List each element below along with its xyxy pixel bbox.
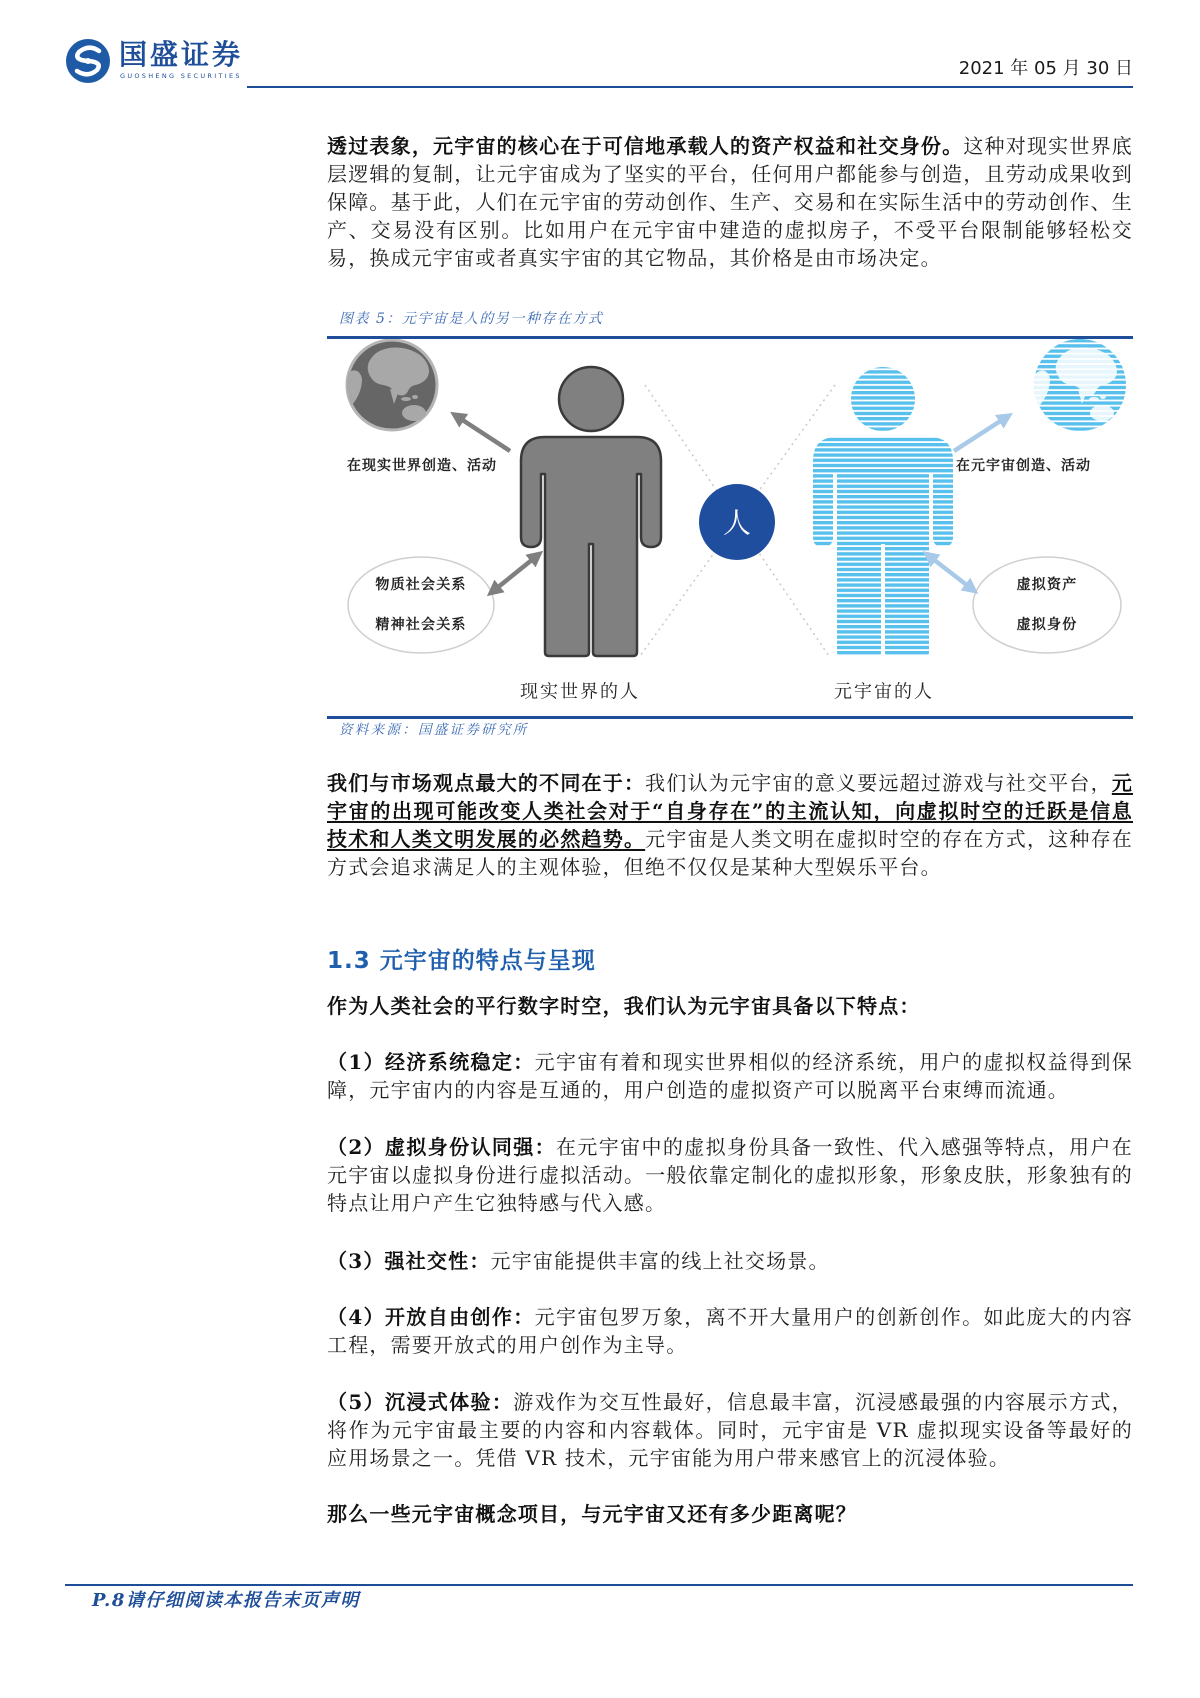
- features-intro: [327, 992, 1133, 1020]
- figure-diagram: [327, 339, 1133, 716]
- feature-title: （3）强社交性：: [327, 1249, 491, 1273]
- relation-virtual-identity: 虚拟身份: [1016, 617, 1078, 633]
- label-real-person: 现实世界的人: [520, 681, 640, 703]
- label-metaverse-action: 在元宇宙创造、活动: [956, 458, 1091, 474]
- main-content: [327, 132, 1133, 1528]
- feature-title: （2）虚拟身份认同强：: [327, 1135, 557, 1159]
- relations-real-bubble: [348, 557, 494, 653]
- brand-name: 国盛证券: [119, 38, 244, 71]
- relation-virtual-asset: 虚拟资产: [1016, 577, 1078, 593]
- relation-material: 物质社会关系: [375, 577, 467, 593]
- double-arrow-real: [497, 559, 533, 588]
- feature-text: 元宇宙包罗万象，离不开大量用户的创新创作。如此庞大的内容工程，需要开放式的用户创作为主导。: [327, 1305, 1133, 1357]
- figure-caption: 图表 5：元宇宙是人的另一种存在方式: [339, 311, 604, 327]
- feature-item: [327, 1247, 1133, 1275]
- feature-text: 在元宇宙中的虚拟身份具备一致性、代入感强等特点，用户在元宇宙以虚拟身份进行虚拟活动。一般依靠定制化的虚拟形象，形象皮肤，形象独有的特点让用户产生它独特感与代入感。: [327, 1135, 1133, 1215]
- feature-title: （1）经济系统稳定：: [327, 1050, 535, 1074]
- label-virtual-person: 元宇宙的人: [834, 681, 934, 703]
- closing-question: [327, 1500, 1133, 1528]
- feature-text: 元宇宙能提供丰富的线上社交场景。: [490, 1249, 830, 1273]
- person-virtual-icon: [813, 437, 953, 656]
- double-arrow-virtual: [933, 559, 968, 586]
- page-number: P.8: [92, 1590, 126, 1611]
- relations-virtual-bubble: [973, 557, 1121, 653]
- section-heading: 1.3 元宇宙的特点与呈现: [327, 948, 596, 974]
- closing-question-text: 那么一些元宇宙概念项目，与元宇宙又还有多少距离呢？: [327, 1502, 857, 1526]
- feature-title: （5）沉浸式体验：: [327, 1390, 514, 1414]
- paragraph-core-value-lead: 透过表象，元宇宙的核心在于可信地承载人的资产权益和社交身份。: [327, 134, 964, 158]
- paragraph-view-text: 我们认为元宇宙的意义要远超过游戏与社交平台，: [645, 771, 1112, 795]
- arrow-to-metaverse: [954, 420, 1002, 451]
- feature-item: [327, 1388, 1133, 1472]
- person-real-head: [559, 367, 623, 431]
- guosheng-logo-icon: [65, 38, 111, 84]
- person-real-icon: [521, 437, 661, 656]
- label-real-world-action: 在现实世界创造、活动: [347, 458, 497, 474]
- feature-text: 游戏作为交互性最好，信息最丰富，沉浸感最强的内容展示方式，将作为元宇宙最主要的内容和内容载体。同时，元宇宙是 VR 虚拟现实设备等最好的应用场景之一。凭借 VR 技术，元宇宙能为用户带来感官上的沉浸体验。: [327, 1390, 1133, 1470]
- header-divider: [247, 86, 1133, 88]
- paragraph-view-text-2: 元宇宙是人类文明在虚拟时空的存在方式，这种存在方式会追求满足人的主观体验，但绝不仅仅是某种大型娱乐平台。: [327, 827, 1134, 879]
- relation-spiritual: 精神社会关系: [375, 617, 467, 633]
- feature-item: [327, 1048, 1133, 1104]
- footer-notice: [92, 1590, 360, 1612]
- paragraph-view-lead: 我们与市场观点最大的不同在于：: [327, 771, 646, 795]
- paragraph-core-value: [327, 132, 1133, 272]
- features-intro-text: 作为人类社会的平行数字时空，我们认为元宇宙具备以下特点：: [327, 994, 921, 1018]
- brand-subtitle: GUOSHENG SECURITIES: [120, 72, 242, 80]
- paragraph-view-key-point: 元宇宙的出现可能改变人类社会对于“自身存在”的主流认知，向虚拟时空的迁跃是信息技术和人类文明发展的必然趋势。: [327, 771, 1134, 851]
- feature-text: 元宇宙有着和现实世界相似的经济系统，用户的虚拟权益得到保障，元宇宙内的内容是互通的，用户创造的虚拟资产可以脱离平台束缚而流通。: [327, 1050, 1133, 1102]
- feature-item: [327, 1303, 1133, 1359]
- feature-title: （4）开放自由创作：: [327, 1305, 535, 1329]
- disclaimer-notice: 请仔细阅读本报告末页声明: [125, 1590, 360, 1611]
- figure-source: 资料来源：国盛证券研究所: [339, 722, 529, 738]
- report-date: 2021 年 05 月 30 日: [958, 58, 1133, 79]
- footer-divider: [65, 1584, 1133, 1586]
- paragraph-view: [327, 769, 1133, 881]
- feature-item: [327, 1133, 1133, 1217]
- center-person-label: 人: [722, 506, 752, 540]
- person-virtual-head: [851, 367, 915, 431]
- globe-real-icon: [345, 340, 437, 430]
- figure-metaverse-existence: [327, 336, 1133, 719]
- globe-virtual-icon: [1033, 339, 1126, 431]
- paragraph-core-value-text: 这种对现实世界底层逻辑的复制，让元宇宙成为了坚实的平台，任何用户都能参与创造，且劳动成果收到保障。基于此，人们在元宇宙的劳动创作、生产、交易和在实际生活中的劳动创作、生产、交易没有区别。比如用户在元宇宙中建造的虚拟房子，不受平台限制能够轻松交易，换成元宇宙或者真实宇宙的其它物品，其价格是由市场决定。: [327, 134, 1134, 270]
- arrow-to-real-world: [461, 419, 510, 451]
